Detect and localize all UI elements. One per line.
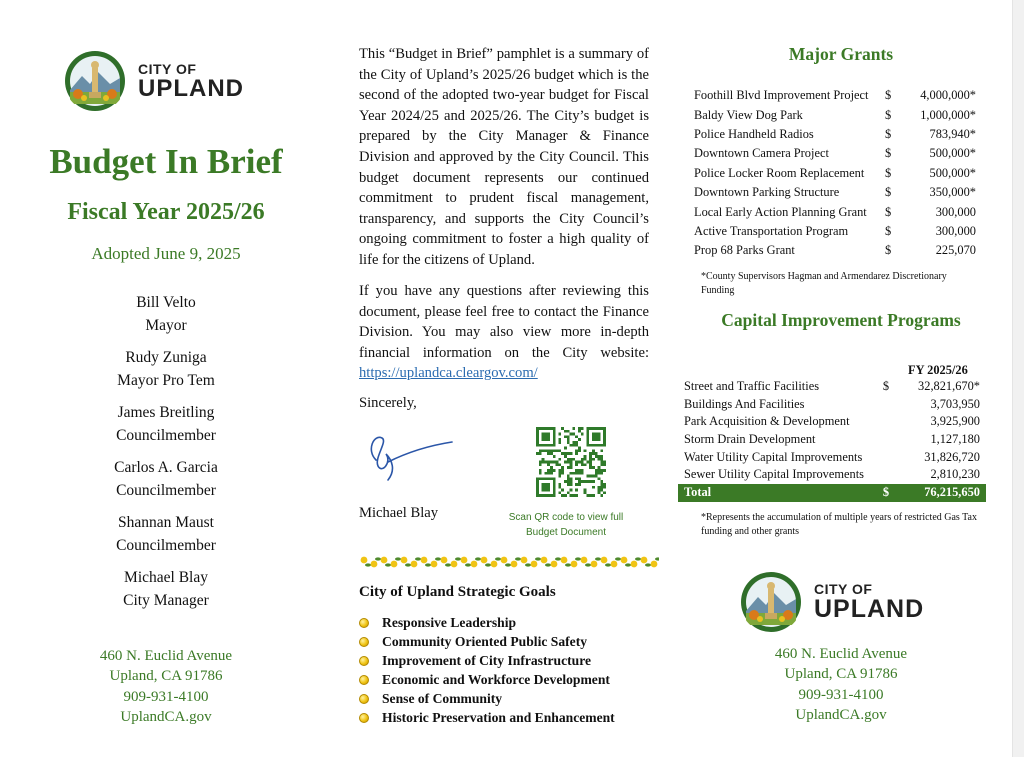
qr-code[interactable] (536, 427, 606, 497)
currency-sign: $ (884, 107, 892, 122)
table-row (694, 183, 976, 202)
goal-text: Economic and Workforce Development (382, 672, 610, 687)
grant-name: Local Early Action Planning Grant (694, 204, 867, 219)
address-phone: 909-931-4100 (123, 688, 209, 705)
table-row (678, 396, 986, 414)
member-name: Rudy Zuniga (125, 349, 207, 366)
currency-sign: $ (884, 243, 892, 258)
city-address (690, 644, 992, 725)
qr-caption-line2: Budget Document (525, 527, 607, 538)
city-seal-icon (740, 571, 802, 633)
currency-sign: $ (884, 185, 892, 200)
council-member (30, 567, 302, 622)
grant-name: Police Locker Room Replacement (694, 165, 865, 180)
table-row (694, 241, 976, 260)
total-row (678, 484, 986, 502)
cip-amount: 1,127,180 (930, 432, 980, 447)
lemon-bullet-icon (359, 618, 369, 628)
grant-name: Downtown Parking Structure (694, 185, 840, 200)
member-role: Mayor (145, 316, 187, 334)
cip-name: Sewer Utility Capital Improvements (684, 467, 864, 482)
cip-table (678, 378, 986, 502)
goal-text: Historic Preservation and Enhancement (382, 710, 615, 725)
council-member (30, 292, 302, 347)
goal-item (359, 689, 615, 708)
grant-name: Baldy View Dog Park (694, 107, 803, 122)
lemon-bullet-icon (359, 637, 369, 647)
intro-paragraph: This “Budget in Brief” pamphlet is a summary of the City of Upland’s 2025/26 budget which is the second of the adopted two-year budget for Fiscal Year 2024/25 and 2025/26. The City’s budget is prepared by the City Manager & Finance Division and approved by the City Council. This budget document represents our continued commitment to prudent fiscal management, transparency, and supports the City Council’s ongoing commitment to foster a high quality of life for the citizens of Upland. (359, 46, 649, 268)
cip-title: Capital Improvement Programs (721, 310, 961, 330)
cip-amount: 32,821,670* (918, 379, 980, 394)
signer-name: Michael Blay (359, 505, 439, 521)
lemon-bullet-icon (359, 656, 369, 666)
currency-sign (877, 431, 907, 449)
goal-item (359, 651, 615, 670)
grant-name: Police Handheld Radios (694, 126, 814, 141)
goal-text: Improvement of City Infrastructure (382, 653, 592, 668)
logo-upland: UPLAND (814, 595, 925, 623)
cip-amount: 3,925,900 (930, 414, 980, 429)
vertical-scrollbar[interactable] (1012, 0, 1024, 757)
address-phone: 909-931-4100 (798, 686, 884, 703)
total-label: Total (678, 484, 877, 502)
grant-amount: 4,000,000* (920, 88, 976, 103)
grant-amount: 300,000 (935, 223, 976, 238)
document-title: Budget In Brief (49, 142, 283, 181)
currency-sign (877, 413, 907, 431)
council-member (30, 402, 302, 457)
table-row (694, 125, 976, 144)
logo-city-of: CITY OF (138, 60, 197, 77)
member-role: City Manager (123, 591, 209, 609)
logo-upland: UPLAND (138, 74, 244, 102)
currency-sign: $ (884, 126, 892, 141)
cip-amount: 3,703,950 (930, 396, 980, 411)
goal-item (359, 613, 615, 632)
address-web: UplandCA.gov (120, 708, 212, 725)
goal-text: Sense of Community (382, 691, 503, 706)
goals-list (359, 613, 615, 727)
signature-image (362, 424, 457, 484)
grant-amount: 1,000,000* (920, 107, 976, 122)
grants-table (694, 86, 976, 261)
closing: Sincerely, (359, 395, 417, 411)
member-role: Councilmember (116, 426, 216, 444)
cip-name: Buildings And Facilities (684, 396, 805, 411)
currency-sign: $ (877, 484, 907, 502)
city-logo (740, 571, 924, 633)
currency-sign: $ (882, 379, 890, 394)
council-member (30, 457, 302, 512)
currency-sign: $ (884, 165, 892, 180)
contact-text: If you have any questions after reviewing this document, please feel free to contact the Finance Division. You may also view more in-depth financial information on the City website: (359, 283, 649, 361)
table-row (694, 202, 976, 221)
table-row (694, 222, 976, 241)
currency-sign: $ (884, 223, 892, 238)
cip-name: Storm Drain Development (684, 432, 816, 447)
table-row (694, 164, 976, 183)
grant-amount: 500,000* (929, 165, 976, 180)
member-role: Councilmember (116, 536, 216, 554)
currency-sign (877, 396, 907, 414)
grants-title: Major Grants (788, 44, 894, 64)
grant-amount: 783,940* (929, 126, 976, 141)
cip-footnote: *Represents the accumulation of multiple years of restricted Gas Tax funding and other grants (701, 512, 977, 537)
table-row (678, 413, 986, 431)
lemon-bullet-icon (359, 713, 369, 723)
grant-name: Prop 68 Parks Grant (694, 243, 795, 258)
member-name: Michael Blay (124, 569, 208, 586)
lemon-bullet-icon (359, 675, 369, 685)
lemon-bullet-icon (359, 694, 369, 704)
table-row (678, 378, 986, 396)
grant-name: Foothill Blvd Improvement Project (694, 88, 869, 103)
currency-sign (877, 466, 907, 484)
qr-caption (500, 510, 632, 540)
grant-amount: 300,000 (935, 204, 976, 219)
table-row (694, 105, 976, 124)
goal-item (359, 708, 615, 727)
currency-sign (877, 448, 907, 466)
member-role: Councilmember (116, 481, 216, 499)
total-amount: 76,215,650 (907, 484, 986, 502)
cip-name: Water Utility Capital Improvements (684, 449, 863, 464)
address-web: UplandCA.gov (795, 706, 887, 723)
grant-name: Downtown Camera Project (694, 146, 829, 161)
fiscal-year: Fiscal Year 2025/26 (67, 199, 265, 225)
table-row (678, 448, 986, 466)
currency-sign: $ (884, 146, 892, 161)
goal-item (359, 670, 615, 689)
grant-amount: 350,000* (929, 185, 976, 200)
city-seal-icon (64, 50, 126, 112)
member-role: Mayor Pro Tem (117, 371, 215, 389)
address-city: Upland, CA 91786 (784, 666, 898, 683)
council-list (30, 292, 302, 622)
table-row (678, 466, 986, 484)
council-member (30, 347, 302, 402)
city-address (30, 646, 302, 727)
table-row (694, 86, 976, 105)
grant-amount: 225,070 (935, 243, 976, 258)
grant-amount: 500,000* (929, 146, 976, 161)
grant-name: Active Transportation Program (694, 223, 849, 238)
member-name: Shannan Maust (117, 514, 214, 531)
qr-caption-line1: Scan QR code to view full (508, 512, 624, 523)
cip-name: Park Acquisition & Development (684, 414, 850, 429)
council-member (30, 512, 302, 567)
address-city: Upland, CA 91786 (109, 668, 223, 685)
cip-amount: 31,826,720 (924, 449, 980, 464)
table-row (678, 431, 986, 449)
logo-city-of: CITY OF (814, 581, 873, 597)
address-street: 460 N. Euclid Avenue (99, 648, 233, 664)
cip-fy-header: FY 2025/26 (908, 363, 968, 377)
currency-sign: $ (884, 204, 892, 219)
website-link[interactable]: https://uplandca.cleargov.com/ (359, 365, 538, 382)
lemon-divider (359, 555, 659, 569)
cip-amount: 2,810,230 (930, 467, 980, 482)
address-street: 460 N. Euclid Avenue (774, 646, 908, 662)
member-name: James Breitling (117, 404, 215, 421)
currency-sign: $ (884, 88, 892, 103)
goal-text: Responsive Leadership (382, 615, 517, 630)
member-name: Bill Velto (136, 294, 196, 311)
table-row (694, 144, 976, 163)
member-name: Carlos A. Garcia (114, 459, 218, 476)
goals-title: City of Upland Strategic Goals (359, 584, 556, 600)
city-logo (64, 50, 244, 112)
goal-item (359, 632, 615, 651)
adopted-date: Adopted June 9, 2025 (91, 244, 241, 263)
goal-text: Community Oriented Public Safety (382, 634, 588, 649)
cip-name: Street and Traffic Facilities (684, 379, 820, 394)
contact-paragraph (359, 281, 649, 384)
grants-footnote: *County Supervisors Hagman and Armendarez Discretionary Funding (701, 271, 947, 296)
